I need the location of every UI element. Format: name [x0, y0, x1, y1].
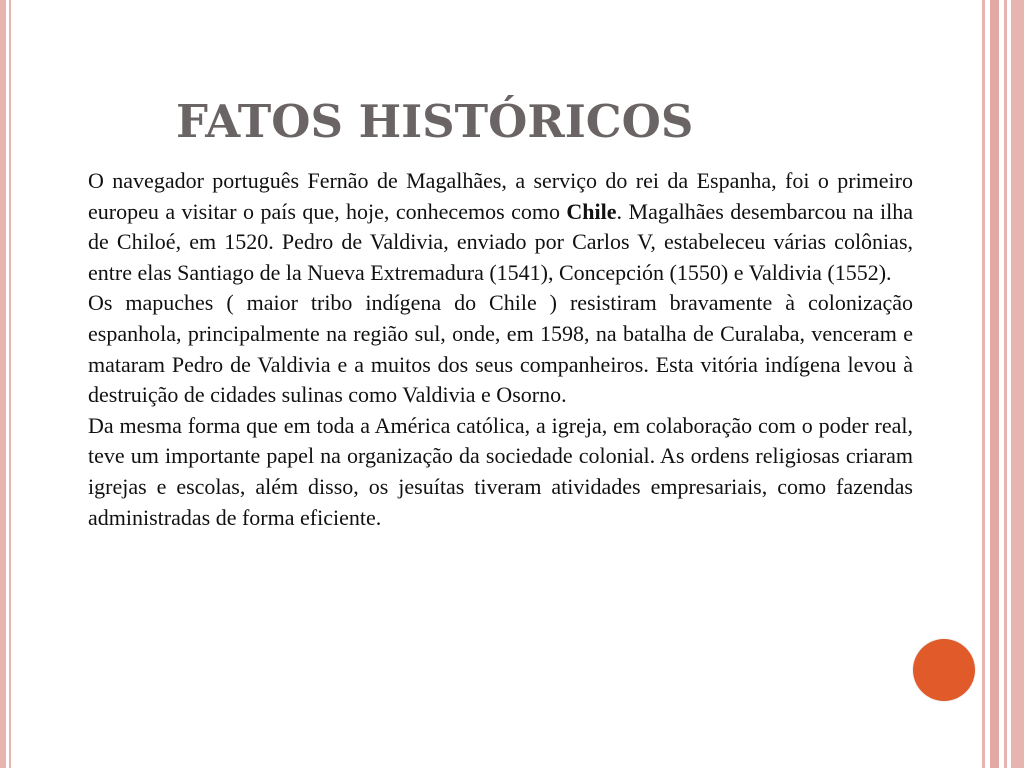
paragraph-1	[88, 166, 913, 288]
paragraph-3: Da mesma forma que em toda a América católica, a igreja, em colaboração com o poder real, teve um importante papel na organização da sociedade colonial. As ordens religiosas criaram igrejas e escolas, além disso, os jesuítas tiveram atividades empresariais, como fazendas administradas de forma eficiente.	[88, 412, 913, 530]
paragraph-2: Os mapuches ( maior tribo indígena do Chile ) resistiram bravamente à colonização espanhola, principalmente na região sul, onde, em 1598, na batalha de Curalaba, venceram e mataram Pedro de Valdivia e a muitos dos seus companheiros. Esta vitória indígena levou à destruição de cidades sulinas como Valdivia e Osorno.	[88, 290, 913, 408]
orange-circle-decoration	[913, 639, 975, 701]
right-border-line-1	[982, 0, 985, 768]
slide-body	[88, 166, 913, 533]
left-border-line	[9, 0, 11, 768]
right-border-stripe-1	[990, 0, 999, 768]
paragraph-1-start: O navegador português Fernão de Magalhães, a serviço do rei da Espanha, foi o primeiro europeu a visitar o país que, hoje, conhecemos como	[88, 168, 913, 224]
paragraph-1-end: . Magalhães desembarcou na ilha de Chiloé, em 1520. Pedro de Valdivia, enviado por Carlos V, estabeleceu várias colônias, entre elas Santiago de la Nueva Extremadura (1541), Concepción (1550) e Valdivia (1552).	[88, 198, 913, 285]
left-border-stripe	[0, 0, 6, 768]
right-border-stripe-2	[1011, 0, 1024, 768]
right-border-line-2	[1004, 0, 1007, 768]
chile-bold-word: Chile	[566, 198, 617, 224]
slide-title: FATOS HISTÓRICOS	[176, 95, 694, 148]
